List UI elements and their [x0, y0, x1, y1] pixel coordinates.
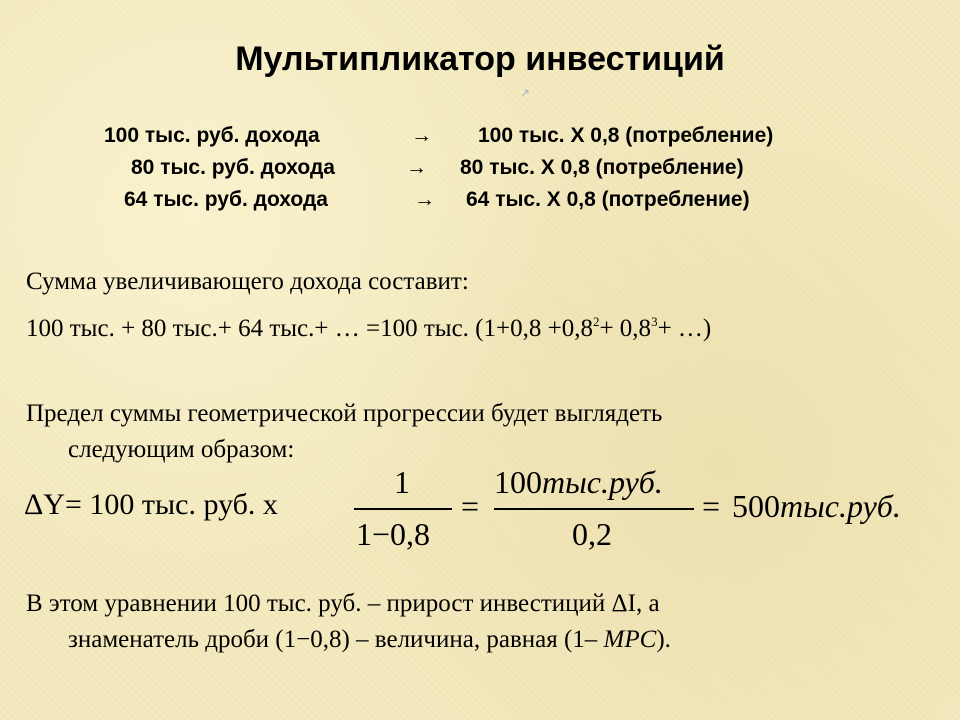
chain-left: 100 тыс. руб. дохода [104, 124, 320, 147]
chain-arrow-2 [406, 156, 427, 180]
chain-arrow-1 [411, 124, 432, 148]
result-unit: тыс.руб. [780, 488, 901, 524]
frac2-denominator: 0,2 [572, 516, 612, 552]
frac2-numerator [494, 464, 663, 501]
chain-row-1 [104, 124, 320, 148]
right-arrow-icon: → [411, 124, 432, 147]
chain-left: 64 тыс. руб. дохода [124, 188, 328, 211]
chain-right: 100 тыс. Х 0,8 (потребление) [478, 124, 774, 147]
conclusion-text-b: ). [656, 626, 671, 653]
frac1-numerator: 1 [394, 464, 410, 500]
chain-row-2 [131, 156, 335, 180]
decorative-arrow-icon: ↗ [520, 86, 531, 100]
chain-arrow-3 [414, 188, 435, 212]
limit-line-1: Предел суммы геометрической прогрессии будет выглядеть [26, 400, 663, 427]
conclusion-mpc: MPC [603, 626, 657, 653]
result-number: 500 [732, 488, 780, 524]
limit-line-2: следующим образом: [68, 436, 295, 463]
frac2-bar [494, 508, 694, 510]
chain-right: 64 тыс. Х 0,8 (потребление) [466, 188, 750, 211]
formula [0, 464, 960, 560]
sum-heading: Сумма увеличивающего дохода составит: [26, 268, 469, 295]
chain-left: 80 тыс. руб. дохода [131, 156, 335, 179]
formula-result [732, 488, 901, 525]
sum-part3: + …) [657, 315, 712, 342]
chain-right-1 [478, 124, 773, 148]
frac2-num-unit: тыс.руб. [542, 464, 663, 500]
formula-lhs: ΔY= 100 тыс. руб. х [24, 488, 278, 521]
conclusion-line-1: В этом уравнении 100 тыс. руб. – прирост инвестиций ΔI, а [26, 590, 660, 617]
page-title: Мультипликатор инвестиций [235, 40, 725, 78]
right-arrow-icon: → [414, 188, 435, 211]
equals-sign-1: = [461, 488, 480, 524]
frac1-bar [354, 508, 452, 510]
chain-row-3 [124, 188, 328, 212]
sum-part1: 100 тыс. + 80 тыс.+ 64 тыс.+ … =100 тыс. (1+0,8 +0,8 [26, 315, 593, 342]
sum-exp2: 3 [651, 314, 658, 329]
chain-right-3 [466, 188, 750, 212]
sum-exp1: 2 [592, 314, 600, 329]
frac1-denominator: 1−0,8 [356, 516, 431, 552]
right-arrow-icon: → [406, 156, 427, 179]
equals-sign-2: = [702, 488, 721, 524]
frac2-num-number: 100 [494, 464, 542, 500]
sum-expression [26, 314, 711, 343]
chain-right-2 [460, 156, 744, 180]
conclusion-line-2 [68, 626, 671, 654]
sum-part2: + 0,8 [599, 315, 652, 342]
conclusion-text-a: знаменатель дроби (1−0,8) – величина, равная (1– [68, 626, 604, 653]
chain-right: 80 тыс. Х 0,8 (потребление) [460, 156, 744, 179]
